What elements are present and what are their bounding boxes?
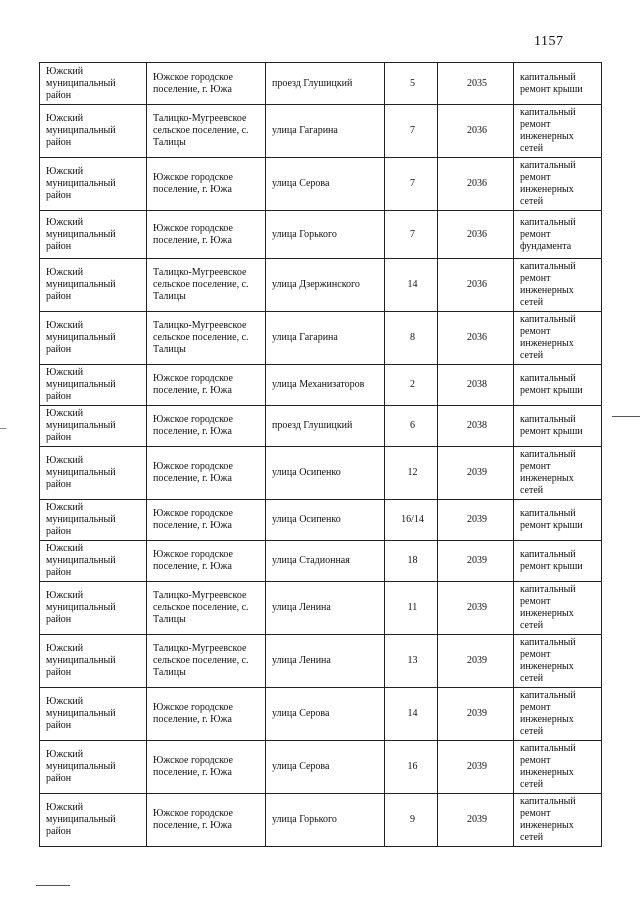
table-row <box>40 158 602 211</box>
house-number-cell: 16/14 <box>385 500 438 541</box>
work-type-cell: капитальный ремонт фундамента <box>514 211 602 259</box>
table-row <box>40 582 602 635</box>
house-number-cell: 11 <box>385 582 438 635</box>
street-cell: проезд Глушицкий <box>266 63 385 105</box>
settlement-cell: Талицко-Мугреевское сельское поселение, с. Талицы <box>147 312 266 365</box>
district-cell: Южский муниципальный район <box>40 688 147 741</box>
table-row <box>40 688 602 741</box>
house-number-cell: 14 <box>385 688 438 741</box>
year-cell: 2036 <box>438 211 514 259</box>
margin-mark <box>612 416 640 417</box>
district-cell: Южский муниципальный район <box>40 365 147 406</box>
street-cell: улица Серова <box>266 158 385 211</box>
table-row <box>40 447 602 500</box>
street-cell: улица Гагарина <box>266 312 385 365</box>
work-type-cell: капитальный ремонт инженерных сетей <box>514 794 602 847</box>
district-cell: Южский муниципальный район <box>40 794 147 847</box>
year-cell: 2039 <box>438 541 514 582</box>
table-row <box>40 259 602 312</box>
year-cell: 2036 <box>438 105 514 158</box>
year-cell: 2039 <box>438 688 514 741</box>
settlement-cell: Южское городское поселение, г. Южа <box>147 447 266 500</box>
work-type-cell: капитальный ремонт крыши <box>514 365 602 406</box>
settlement-cell: Южское городское поселение, г. Южа <box>147 365 266 406</box>
house-number-cell: 14 <box>385 259 438 312</box>
district-cell: Южский муниципальный район <box>40 447 147 500</box>
district-cell: Южский муниципальный район <box>40 500 147 541</box>
street-cell: улица Горького <box>266 794 385 847</box>
page-number: 1157 <box>534 34 564 49</box>
year-cell: 2039 <box>438 794 514 847</box>
district-cell: Южский муниципальный район <box>40 211 147 259</box>
work-type-cell: капитальный ремонт инженерных сетей <box>514 158 602 211</box>
work-type-cell: капитальный ремонт инженерных сетей <box>514 259 602 312</box>
settlement-cell: Южское городское поселение, г. Южа <box>147 794 266 847</box>
settlement-cell: Южское городское поселение, г. Южа <box>147 63 266 105</box>
table-row <box>40 794 602 847</box>
table-row <box>40 541 602 582</box>
work-type-cell: капитальный ремонт инженерных сетей <box>514 741 602 794</box>
settlement-cell: Южское городское поселение, г. Южа <box>147 500 266 541</box>
street-cell: улица Серова <box>266 741 385 794</box>
district-cell: Южский муниципальный район <box>40 635 147 688</box>
settlement-cell: Талицко-Мугреевское сельское поселение, с. Талицы <box>147 259 266 312</box>
street-cell: улица Ленина <box>266 635 385 688</box>
table-row <box>40 635 602 688</box>
street-cell: проезд Глушицкий <box>266 406 385 447</box>
district-cell: Южский муниципальный район <box>40 406 147 447</box>
repair-schedule-table <box>39 62 602 847</box>
settlement-cell: Талицко-Мугреевское сельское поселение, с. Талицы <box>147 582 266 635</box>
house-number-cell: 12 <box>385 447 438 500</box>
street-cell: улица Дзержинского <box>266 259 385 312</box>
work-type-cell: капитальный ремонт инженерных сетей <box>514 635 602 688</box>
settlement-cell: Южское городское поселение, г. Южа <box>147 688 266 741</box>
district-cell: Южский муниципальный район <box>40 312 147 365</box>
settlement-cell: Южское городское поселение, г. Южа <box>147 406 266 447</box>
district-cell: Южский муниципальный район <box>40 158 147 211</box>
year-cell: 2039 <box>438 447 514 500</box>
table-row <box>40 741 602 794</box>
house-number-cell: 13 <box>385 635 438 688</box>
house-number-cell: 18 <box>385 541 438 582</box>
year-cell: 2036 <box>438 259 514 312</box>
house-number-cell: 2 <box>385 365 438 406</box>
table-row <box>40 500 602 541</box>
house-number-cell: 7 <box>385 158 438 211</box>
year-cell: 2038 <box>438 365 514 406</box>
settlement-cell: Талицко-Мугреевское сельское поселение, с. Талицы <box>147 635 266 688</box>
district-cell: Южский муниципальный район <box>40 541 147 582</box>
district-cell: Южский муниципальный район <box>40 741 147 794</box>
work-type-cell: капитальный ремонт инженерных сетей <box>514 447 602 500</box>
table-row <box>40 211 602 259</box>
street-cell: улица Серова <box>266 688 385 741</box>
work-type-cell: капитальный ремонт крыши <box>514 406 602 447</box>
table-row <box>40 63 602 105</box>
year-cell: 2038 <box>438 406 514 447</box>
house-number-cell: 9 <box>385 794 438 847</box>
house-number-cell: 5 <box>385 63 438 105</box>
house-number-cell: 8 <box>385 312 438 365</box>
work-type-cell: капитальный ремонт инженерных сетей <box>514 582 602 635</box>
table-row <box>40 406 602 447</box>
settlement-cell: Южское городское поселение, г. Южа <box>147 158 266 211</box>
year-cell: 2036 <box>438 158 514 211</box>
margin-mark <box>36 885 70 886</box>
district-cell: Южский муниципальный район <box>40 582 147 635</box>
work-type-cell: капитальный ремонт крыши <box>514 541 602 582</box>
district-cell: Южский муниципальный район <box>40 105 147 158</box>
house-number-cell: 6 <box>385 406 438 447</box>
street-cell: улица Горького <box>266 211 385 259</box>
year-cell: 2039 <box>438 582 514 635</box>
table-row <box>40 105 602 158</box>
year-cell: 2039 <box>438 741 514 794</box>
settlement-cell: Талицко-Мугреевское сельское поселение, с. Талицы <box>147 105 266 158</box>
district-cell: Южский муниципальный район <box>40 259 147 312</box>
settlement-cell: Южское городское поселение, г. Южа <box>147 211 266 259</box>
street-cell: улица Осипенко <box>266 500 385 541</box>
work-type-cell: капитальный ремонт крыши <box>514 500 602 541</box>
margin-mark <box>0 428 6 429</box>
year-cell: 2039 <box>438 500 514 541</box>
work-type-cell: капитальный ремонт крыши <box>514 63 602 105</box>
year-cell: 2035 <box>438 63 514 105</box>
table-row <box>40 365 602 406</box>
street-cell: улица Осипенко <box>266 447 385 500</box>
house-number-cell: 7 <box>385 211 438 259</box>
house-number-cell: 7 <box>385 105 438 158</box>
house-number-cell: 16 <box>385 741 438 794</box>
street-cell: улица Стадионная <box>266 541 385 582</box>
district-cell: Южский муниципальный район <box>40 63 147 105</box>
street-cell: улица Гагарина <box>266 105 385 158</box>
settlement-cell: Южское городское поселение, г. Южа <box>147 741 266 794</box>
year-cell: 2039 <box>438 635 514 688</box>
work-type-cell: капитальный ремонт инженерных сетей <box>514 105 602 158</box>
year-cell: 2036 <box>438 312 514 365</box>
street-cell: улица Механизаторов <box>266 365 385 406</box>
street-cell: улица Ленина <box>266 582 385 635</box>
work-type-cell: капитальный ремонт инженерных сетей <box>514 688 602 741</box>
table-row <box>40 312 602 365</box>
work-type-cell: капитальный ремонт инженерных сетей <box>514 312 602 365</box>
settlement-cell: Южское городское поселение, г. Южа <box>147 541 266 582</box>
